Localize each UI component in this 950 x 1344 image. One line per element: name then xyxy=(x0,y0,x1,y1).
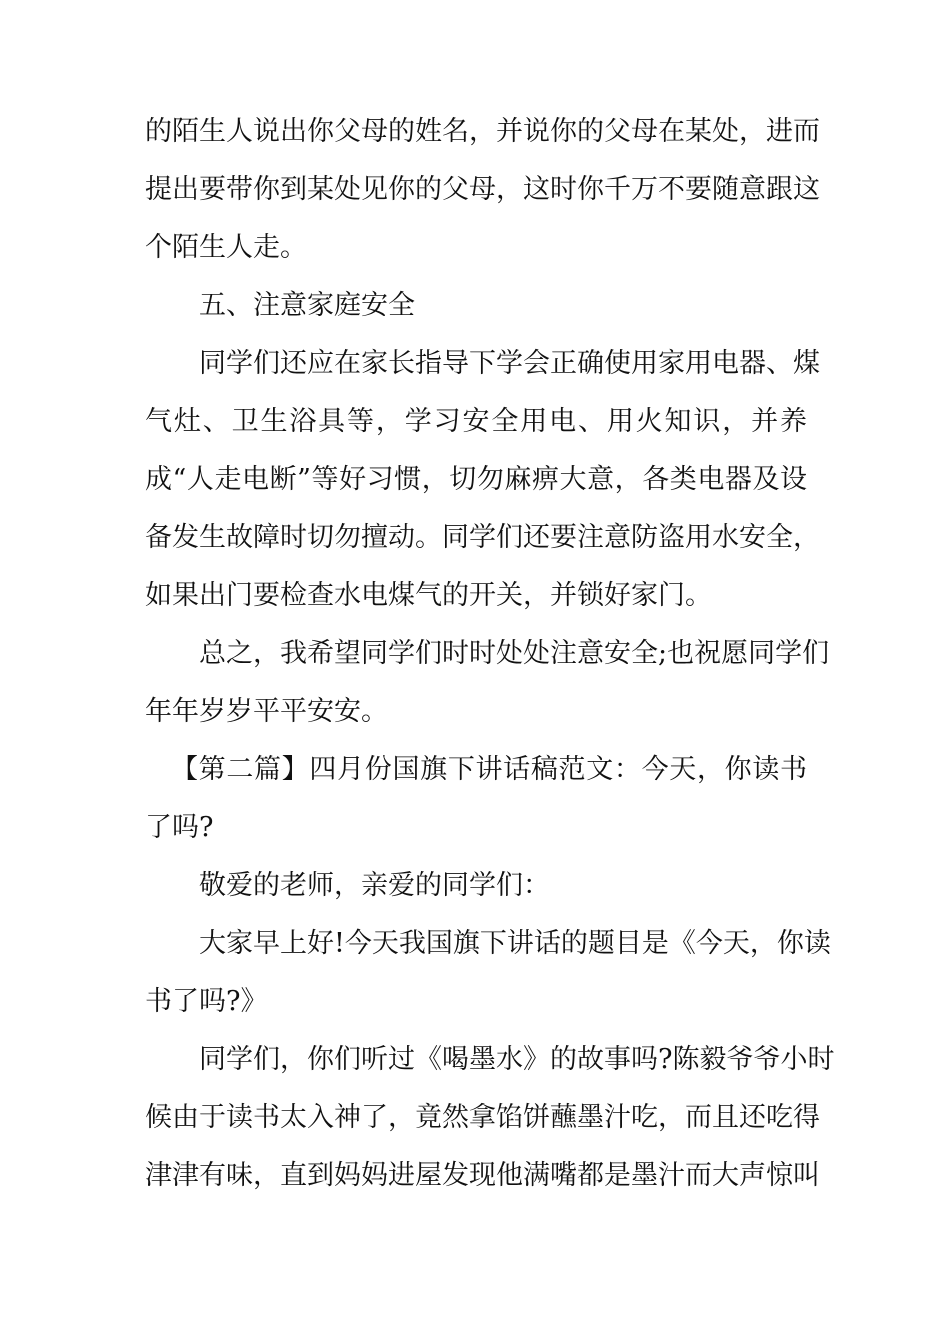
text-line: 个陌生人走。 xyxy=(145,232,307,263)
text-line: 大家早上好!今天我国旗下讲话的题目是《今天，你读 xyxy=(199,928,831,959)
text-line: 的陌生人说出你父母的姓名，并说你的父母在某处，进而 xyxy=(145,116,820,147)
text-line: 总之，我希望同学们时时处处注意安全;也祝愿同学们 xyxy=(199,638,830,669)
text-line: 年年岁岁平平安安。 xyxy=(145,696,388,727)
text-line: 备发生故障时切勿擅动。同学们还要注意防盗用水安全， xyxy=(145,522,820,553)
salutation: 敬爱的老师，亲爱的同学们： xyxy=(199,870,550,901)
text-line: 同学们，你们听过《喝墨水》的故事吗?陈毅爷爷小时 xyxy=(199,1044,835,1075)
text-line: 同学们还应在家长指导下学会正确使用家用电器、煤 xyxy=(199,348,820,379)
text-line: 提出要带你到某处见你的父母，这时你千万不要随意跟这 xyxy=(145,174,820,205)
text-line: 津津有味，直到妈妈进屋发现他满嘴都是墨汁而大声惊叫 xyxy=(145,1160,820,1191)
section-heading: 五、注意家庭安全 xyxy=(199,290,415,321)
article-title-continued: 了吗? xyxy=(145,812,214,843)
text-line: 成“人走电断”等好习惯，切勿麻痹大意，各类电器及设 xyxy=(145,464,807,495)
article-title: 【第二篇】四月份国旗下讲话稿范文：今天，你读书 xyxy=(171,754,807,785)
text-line: 书了吗?》 xyxy=(145,986,268,1017)
text-line: 如果出门要检查水电煤气的开关，并锁好家门。 xyxy=(145,580,712,611)
text-line: 候由于读书太入神了，竟然拿馅饼蘸墨汁吃，而且还吃得 xyxy=(145,1102,820,1133)
text-line: 气灶、卫生浴具等，学习安全用电、用火知识，并养 xyxy=(145,406,807,437)
